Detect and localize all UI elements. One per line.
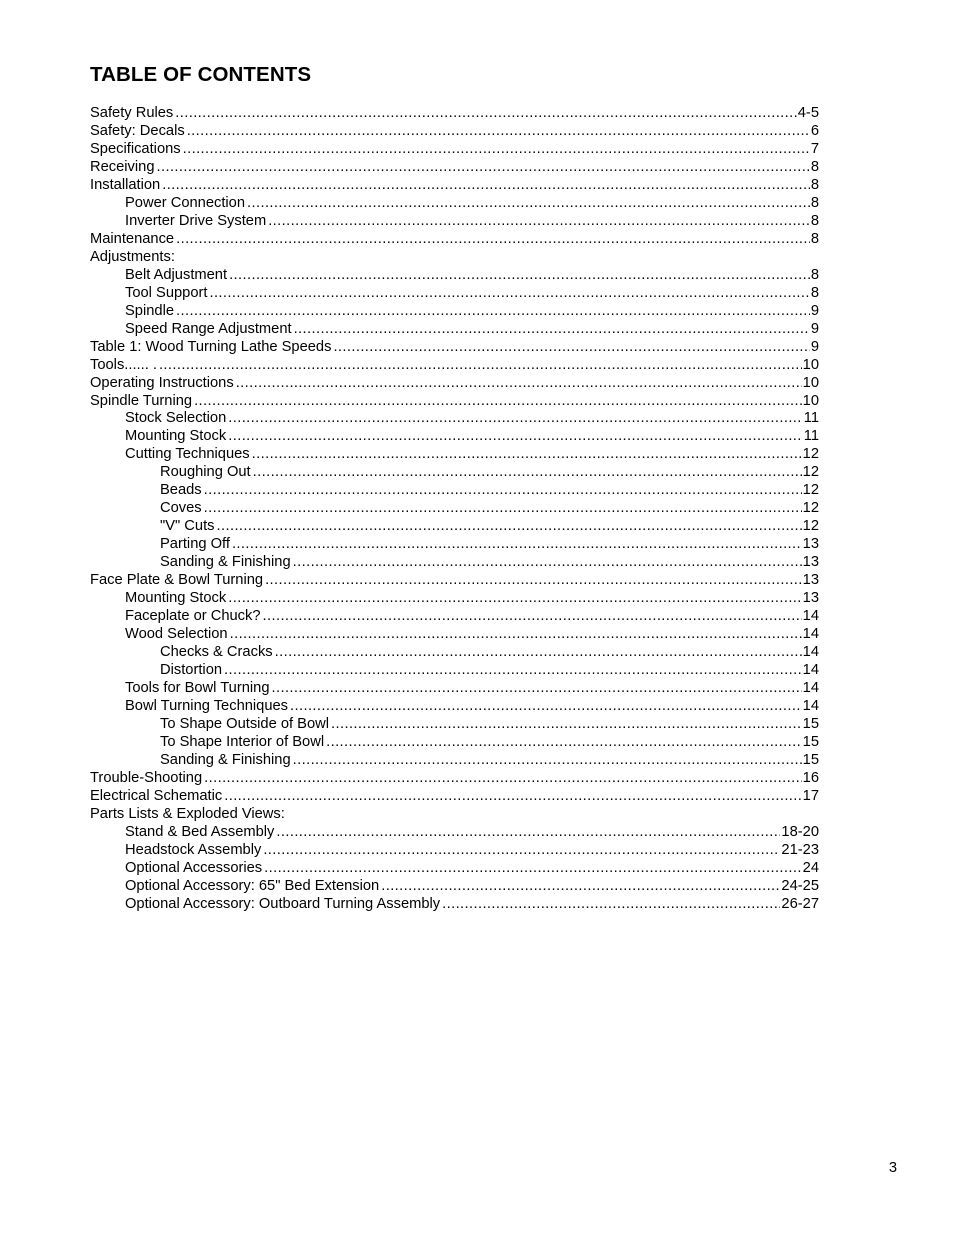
toc-entry-label: Optional Accessory: Outboard Turning Assembly (125, 895, 441, 912)
toc-entry (90, 249, 819, 267)
toc-entry-page: 7 (810, 140, 819, 157)
dot-leader (253, 464, 802, 482)
toc-entry-label: Coves (160, 500, 202, 517)
toc-entry (90, 357, 819, 375)
toc-entry-page: 13 (802, 536, 819, 553)
toc-entry (90, 375, 819, 393)
toc-entry-page: 14 (802, 608, 819, 625)
toc-entry-label: Bowl Turning Techniques (125, 697, 289, 714)
dot-leader (204, 500, 802, 518)
toc-entry (90, 752, 819, 770)
dot-leader (175, 105, 796, 123)
dot-leader (236, 375, 802, 393)
toc-entry (90, 770, 819, 788)
toc-entry-label: Distortion (160, 662, 223, 679)
toc-entry-page: 11 (803, 428, 819, 445)
dot-leader (204, 482, 802, 500)
dot-leader (275, 644, 802, 662)
table-of-contents (90, 105, 819, 914)
toc-entry-label: Maintenance (90, 230, 175, 247)
dot-leader (263, 842, 780, 860)
toc-entry-label: Checks & Cracks (160, 644, 273, 661)
toc-entry-label: Safety: Decals (90, 122, 185, 139)
toc-entry-label: Inverter Drive System (125, 212, 267, 229)
toc-entry-label: Tool Support (125, 284, 208, 301)
toc-entry-label: Trouble-Shooting (90, 769, 203, 786)
dot-leader (331, 716, 802, 734)
dot-leader (204, 770, 802, 788)
toc-entry-label: Mounting Stock (125, 428, 227, 445)
toc-entry-label: Receiving (90, 158, 155, 175)
toc-entry-page: 8 (810, 212, 819, 229)
dot-leader (293, 752, 802, 770)
dot-leader (290, 698, 802, 716)
toc-entry-label: "V" Cuts (160, 518, 215, 535)
dot-leader (187, 123, 810, 141)
toc-entry (90, 662, 819, 680)
dot-leader (333, 339, 809, 357)
toc-entry (90, 554, 819, 572)
toc-entry-page: 9 (810, 302, 819, 319)
dot-leader (228, 590, 801, 608)
toc-entry (90, 213, 819, 231)
toc-entry-page: 13 (802, 572, 819, 589)
dot-leader (232, 536, 802, 554)
toc-entry-page: 8 (810, 194, 819, 211)
toc-entry-page: 14 (802, 697, 819, 714)
dot-leader (264, 860, 802, 878)
toc-entry (90, 806, 819, 824)
toc-entry-label: Power Connection (125, 194, 246, 211)
toc-entry (90, 446, 819, 464)
dot-leader (268, 213, 810, 231)
toc-entry (90, 482, 819, 500)
toc-entry-page: 12 (802, 500, 819, 517)
toc-entry-label: Tools for Bowl Turning (125, 680, 270, 696)
toc-entry-label: Spindle (125, 302, 174, 319)
dot-leader (224, 788, 801, 806)
toc-entry-page: 8 (810, 158, 819, 175)
toc-entry-page: 24 (802, 859, 819, 876)
page-title: TABLE OF CONTENTS (90, 63, 312, 86)
toc-entry (90, 842, 819, 860)
toc-entry-page: 10 (802, 374, 819, 391)
toc-entry-page: 17 (802, 787, 819, 804)
toc-entry-label: Headstock Assembly (125, 841, 262, 858)
toc-entry-label: Operating Instructions (90, 374, 234, 391)
toc-entry-page: 14 (802, 662, 819, 679)
toc-entry (90, 177, 819, 195)
toc-entry-page: 21-23 (781, 841, 819, 858)
toc-entry-page: 8 (810, 284, 819, 301)
toc-entry-label: Sanding & Finishing (160, 751, 291, 768)
dot-leader (209, 285, 809, 303)
toc-entry-page: 13 (802, 554, 819, 571)
dot-leader (272, 680, 802, 698)
toc-entry (90, 339, 819, 357)
toc-entry-label: Mounting Stock (125, 590, 227, 607)
dot-leader (157, 159, 810, 177)
toc-entry (90, 572, 819, 590)
toc-entry-label: To Shape Outside of Bowl (160, 715, 330, 732)
dot-leader (263, 608, 802, 626)
toc-entry-page: 18-20 (781, 823, 819, 840)
toc-entry-label: Speed Range Adjustment (125, 320, 292, 337)
toc-entry-page: 15 (802, 751, 819, 768)
toc-entry-label: Sanding & Finishing (160, 554, 291, 571)
dot-leader (176, 303, 810, 321)
toc-entry (90, 267, 819, 285)
dot-leader (276, 824, 780, 842)
toc-entry-label: Parts Lists & Exploded Views: (90, 805, 285, 822)
toc-entry-page: 8 (810, 176, 819, 193)
toc-entry-label: Safety Rules (90, 105, 174, 121)
toc-entry-page: 8 (810, 230, 819, 247)
toc-entry-label: Faceplate or Chuck? (125, 608, 261, 625)
dot-leader (265, 572, 802, 590)
toc-entry-label: Electrical Schematic (90, 787, 223, 804)
toc-entry-page: 15 (802, 733, 819, 750)
toc-entry (90, 410, 819, 428)
toc-entry (90, 195, 819, 213)
toc-entry (90, 788, 819, 806)
toc-entry (90, 285, 819, 303)
toc-entry-page: 4-5 (797, 105, 819, 121)
toc-entry-page: 16 (802, 769, 819, 786)
toc-entry (90, 698, 819, 716)
toc-entry-label: Optional Accessory: 65" Bed Extension (125, 877, 380, 894)
toc-entry (90, 734, 819, 752)
toc-entry (90, 231, 819, 249)
dot-leader (230, 626, 802, 644)
toc-entry-label: Beads (160, 482, 202, 499)
toc-entry-label: Wood Selection (125, 626, 228, 643)
dot-leader (217, 518, 802, 536)
dot-leader (183, 141, 810, 159)
toc-entry (90, 159, 819, 177)
toc-entry (90, 590, 819, 608)
toc-entry-label: Optional Accessories (125, 859, 263, 876)
toc-entry-page: 24-25 (781, 877, 819, 894)
toc-entry (90, 680, 819, 698)
toc-entry-page: 15 (802, 715, 819, 732)
toc-entry-page: 14 (802, 644, 819, 661)
dot-leader (247, 195, 810, 213)
toc-entry (90, 321, 819, 339)
toc-entry-label: Belt Adjustment (125, 266, 228, 283)
toc-entry-page: 12 (802, 464, 819, 481)
toc-entry (90, 500, 819, 518)
toc-entry-page: 12 (802, 518, 819, 535)
toc-entry-label: Cutting Techniques (125, 446, 250, 463)
toc-entry (90, 860, 819, 878)
toc-entry-label: To Shape Interior of Bowl (160, 733, 325, 750)
toc-entry-label: Specifications (90, 140, 181, 157)
toc-entry-label: Parting Off (160, 536, 230, 553)
toc-entry (90, 464, 819, 482)
toc-entry (90, 716, 819, 734)
toc-entry-label: Stand & Bed Assembly (125, 823, 275, 840)
dot-leader (162, 177, 810, 195)
dot-leader (381, 878, 780, 896)
toc-entry (90, 896, 819, 914)
dot-leader (176, 231, 810, 249)
page-number: 3 (888, 1160, 897, 1176)
toc-entry-page: 12 (802, 446, 819, 463)
toc-entry-page: 11 (803, 410, 819, 427)
toc-entry (90, 824, 819, 842)
dot-leader (228, 410, 803, 428)
toc-entry-page: 9 (810, 320, 819, 337)
toc-entry-label: Spindle Turning (90, 392, 193, 409)
toc-entry (90, 141, 819, 159)
toc-entry (90, 393, 819, 411)
toc-entry-label: Face Plate & Bowl Turning (90, 572, 264, 589)
toc-entry-label: Tools...... . (90, 356, 157, 373)
toc-entry-label: Table 1: Wood Turning Lathe Speeds (90, 338, 332, 355)
toc-entry-page: 9 (810, 338, 819, 355)
toc-entry (90, 878, 819, 896)
toc-entry-label: Installation (90, 176, 161, 193)
toc-entry (90, 608, 819, 626)
toc-entry-page: 6 (810, 122, 819, 139)
toc-entry (90, 536, 819, 554)
dot-leader (294, 321, 810, 339)
dot-leader (224, 662, 802, 680)
toc-entry-page: 13 (802, 590, 819, 607)
toc-entry (90, 644, 819, 662)
toc-entry-page: 14 (802, 626, 819, 643)
toc-entry-label: Adjustments: (90, 248, 175, 265)
toc-entry-page: 14 (802, 680, 819, 696)
dot-leader (194, 393, 802, 411)
toc-entry (90, 123, 819, 141)
toc-entry-page: 8 (810, 266, 819, 283)
dot-leader (326, 734, 802, 752)
toc-entry-label: Roughing Out (160, 464, 251, 481)
dot-leader (159, 357, 802, 375)
toc-entry (90, 518, 819, 536)
toc-entry-page: 26-27 (781, 895, 819, 912)
toc-entry (90, 105, 819, 123)
toc-entry-label: Stock Selection (125, 410, 227, 427)
dot-leader (442, 896, 780, 914)
toc-entry-page: 10 (802, 356, 819, 373)
toc-entry-page: 10 (802, 392, 819, 409)
dot-leader (252, 446, 802, 464)
dot-leader (293, 554, 802, 572)
dot-leader (229, 267, 810, 285)
toc-entry (90, 303, 819, 321)
toc-entry (90, 428, 819, 446)
toc-entry-page: 12 (802, 482, 819, 499)
dot-leader (228, 428, 803, 446)
toc-entry (90, 626, 819, 644)
